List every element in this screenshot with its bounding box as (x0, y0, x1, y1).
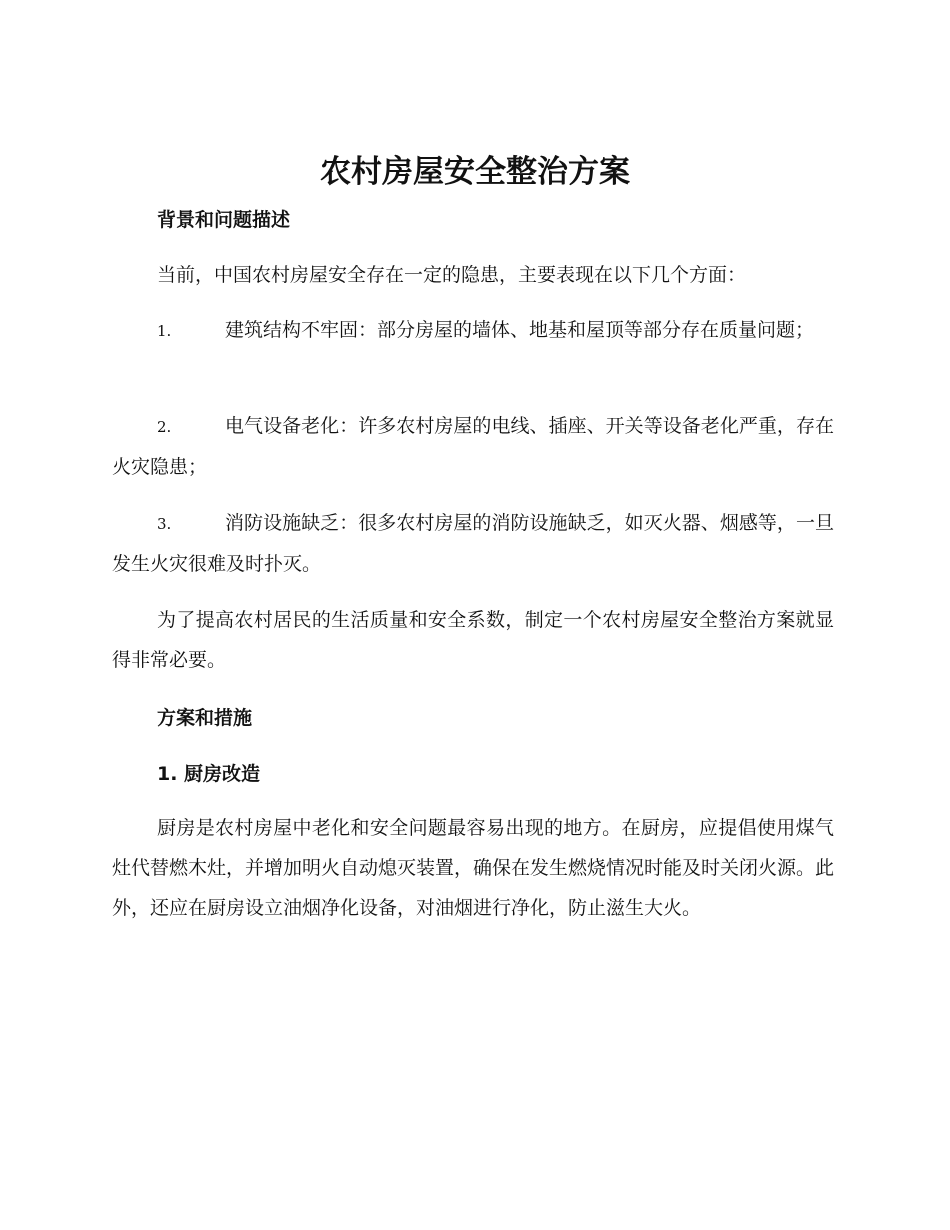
section-heading-measures: 方案和措施 (157, 707, 253, 729)
list-item-text: 消防设施缺乏：很多农村房屋的消防设施缺乏，如灭火器、烟感等，一旦发生火灾很难及时扑灭。 (112, 512, 834, 575)
list-item-text: 电气设备老化：许多农村房屋的电线、插座、开关等设备老化严重，存在火灾隐患； (112, 415, 834, 478)
list-item (112, 503, 834, 584)
background-conclusion-paragraph: 为了提高农村居民的生活质量和安全系数，制定一个农村房屋安全整治方案就显得非常必要。 (112, 609, 834, 671)
list-item (112, 310, 834, 351)
list-item-text: 建筑结构不牢固：部分房屋的墙体、地基和屋顶等部分存在质量问题； (225, 319, 815, 341)
list-item-number: 2. (157, 418, 172, 436)
kitchen-paragraph: 厨房是农村房屋中老化和安全问题最容易出现的地方。在厨房，应提倡使用煤气灶代替燃木灶，并增加明火自动熄灭装置，确保在发生燃烧情况时能及时关闭火源。此外，还应在厨房设立油烟净化设备，对油烟进行净化，防止滋生大火。 (112, 817, 835, 919)
list-item-number: 3. (157, 515, 172, 533)
list-item-number: 1. (157, 322, 172, 340)
section-heading-background: 背景和问题描述 (157, 209, 291, 231)
document-title: 农村房屋安全整治方案 (320, 154, 630, 190)
background-intro-paragraph: 当前，中国农村房屋安全存在一定的隐患，主要表现在以下几个方面： (157, 264, 747, 286)
list-item (112, 406, 834, 487)
subsection-heading-kitchen: 1. 厨房改造 (157, 763, 261, 785)
